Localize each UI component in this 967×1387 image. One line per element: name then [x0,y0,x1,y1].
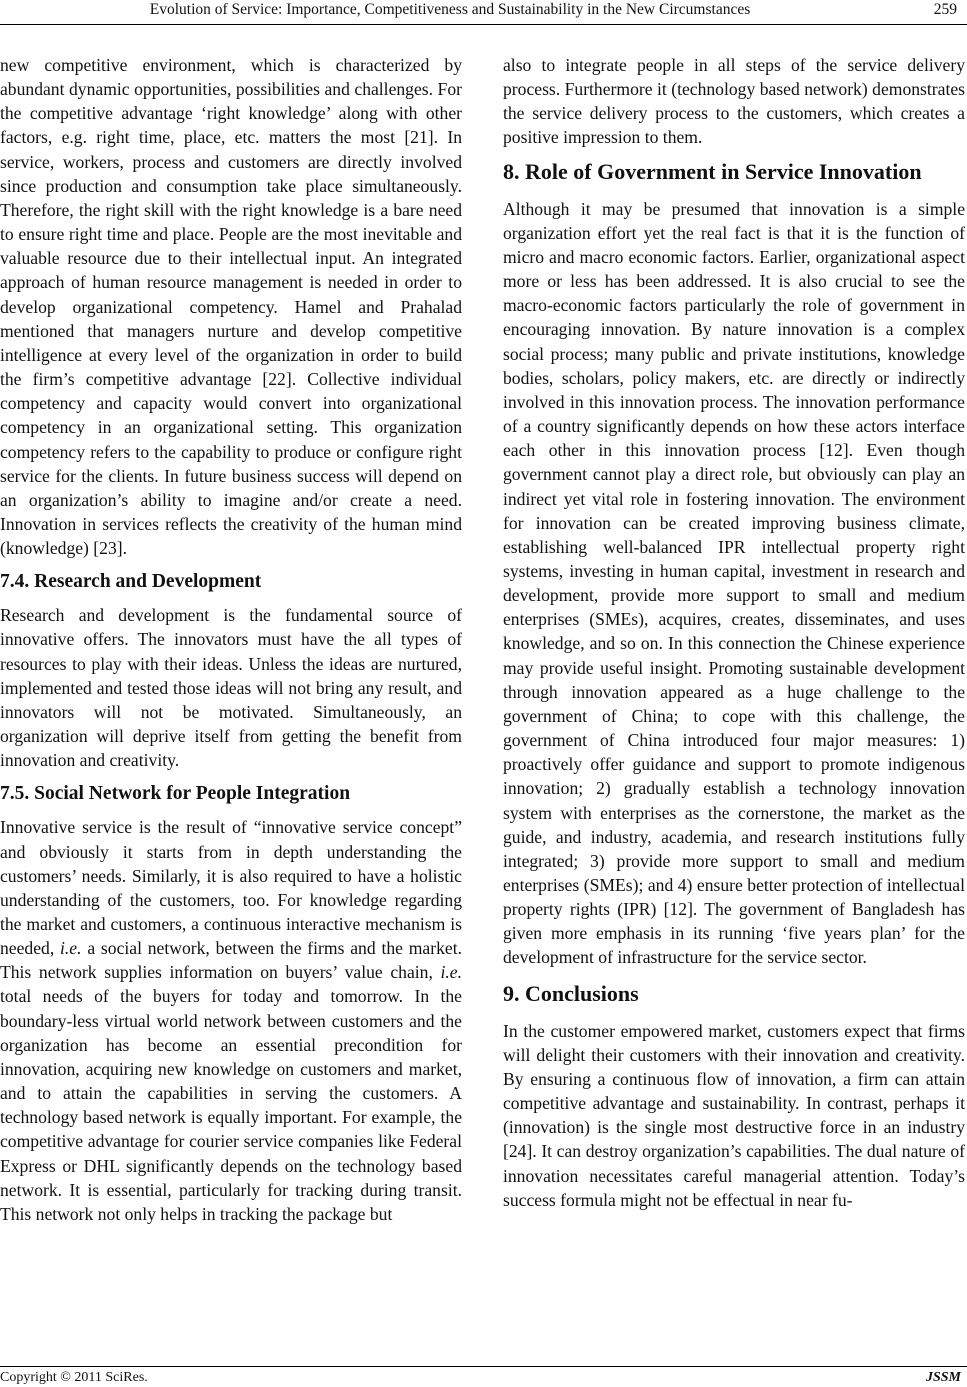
paragraph-text: a social network, between the firms and the market. This network supplies information on buyers’ value chain, [0,938,462,983]
left-column [0,53,462,1226]
section-7-5-heading: 7.5. Social Network for People Integration [0,783,351,805]
right-column [503,53,965,1212]
abbreviation-ie: i.e. [440,962,462,983]
page-footer [0,1366,967,1387]
intro-paragraph: new competitive environment, which is characterized by abundant dynamic opportunities, possibilities and challenges. For the competitive advantage ‘right knowledge’ along with other factors, e.g. right time, place, etc. matters the most [21]. In service, workers, process and customers are directly involved since production and consumption take place simultaneously. Therefore, the right skill with the right knowledge is a bare need to ensure right time and place. People are the most inevitable and valuable resource due to their intellectual input. An integrated approach of human resource management is needed in order to develop organizational competency. Hamel and Prahalad mentioned that managers nurture and develop competitive intelligence at every level of the organization in order to build the firm’s competitive advantage [22]. Collective individual competency and capacity would convert into organizational competency in an organizational setting. This organization competency refers to the capability to produce or configure right service for the clients. In future business success will depend on an organization’s ability to imagine and/or create a need. Innovation in services reflects the creativity of the human mind (knowledge) [23]. [0,55,462,559]
continuation-paragraph: also to integrate people in all steps of the service delivery process. Furthermore it (technology based network) demonstrates the service delivery process to the customers, which creates a positive impression to them. [503,55,965,148]
section-8-heading: 8. Role of Government in Service Innovation [503,158,922,184]
page-header [0,0,967,25]
paragraph-text: total needs of the buyers for today and tomorrow. In the boundary-less virtual world network between customers and the organization has become an essential precondition for innovation, acquiring new knowledge on customers and market, and to attain the capabilities in serving the customers. A technology based network is equally important. For example, the competitive advantage for courier service companies like Federal Express or DHL significantly depends on the technology based network. It is essential, particularly for tracking during transit. This network not only helps in tracking the package but [0,986,462,1224]
paragraph-text: Innovative service is the result of “innovative service concept” and obviously it starts from in depth understanding the customers’ needs. Similarly, it is also required to have a holistic understanding of the customers, too. For knowledge regarding the market and customers, a continuous interactive mechanism is needed, [0,817,462,959]
running-title: Evolution of Service: Importance, Competitiveness and Sustainability in the New Circumstances [149,1,751,18]
copyright-notice: Copyright © 2011 SciRes. [0,1370,148,1385]
abbreviation-ie: i.e. [60,938,82,959]
section-8-paragraph: Although it may be presumed that innovation is a simple organization effort yet the real fact is that it is the function of micro and macro economic factors. Earlier, organizational aspect more or less has been addressed. It is also crucial to see the macro-economic factors particularly the role of government in encouraging innovation. By nature innovation is a complex social process; many public and private institutions, knowledge bodies, scholars, policy makers, etc. are directly or indirectly involved in this innovation process. The innovation performance of a country significantly depends on how these actors interface each other in this innovation process [12]. Even though government cannot play a direct role, but obviously can play an indirect yet vital role in fostering innovation. The environment for innovation can be created improving business climate, establishing well-balanced IPR intellectual property right systems, investing in human capital, investment in research and development, provide more support to small and medium enterprises (SMEs), acquires, creates, disseminates, and uses knowledge, and so on. In this connection the Chinese experience may provide useful insight. Promoting sustainable development through innovation appeared as a huge challenge to the government of China; to cope with this challenge, the government of China introduced four major measures: 1) proactively offer guidance and support to promote indigenous innovation; 2) gradually establish a technology innovation system with enterprises as the cornerstone, the market as the guide, and industry, academia, and research institutions fully integrated; 3) provide more support to small and medium enterprises (SMEs); and 4) ensure better protection of intellectual property rights (IPR) [12]. The government of Bangladesh has given more emphasis in its running ‘five years plan’ for the development of infrastructure for the service sector. [503,198,965,968]
section-7-5-paragraph [0,815,462,1226]
page-number: 259 [933,1,957,18]
section-9-heading: 9. Conclusions [503,980,639,1006]
section-7-4-heading: 7.4. Research and Development [0,571,262,593]
section-7-4-paragraph: Research and development is the fundamental source of innovative offers. The innovators must have the all types of resources to play with their ideas. Unless the ideas are nurtured, implemented and tested those ideas will not bring any result, and innovators will not be motivated. Simultaneously, an organization will deprive itself from getting the benefit from innovation and creativity. [0,605,462,771]
journal-abbreviation: JSSM [925,1370,961,1385]
section-9-paragraph: In the customer empowered market, customers expect that firms will delight their customers with their innovation and creativity. By ensuring a continuous flow of innovation, a firm can attain competitive advantage and sustainability. In contrast, perhaps it (innovation) is the single most destructive force in an industry [24]. It can destroy organization’s capabilities. The dual nature of innovation necessitates careful managerial attention. Today’s success formula might not be effectual in near fu- [503,1020,965,1210]
